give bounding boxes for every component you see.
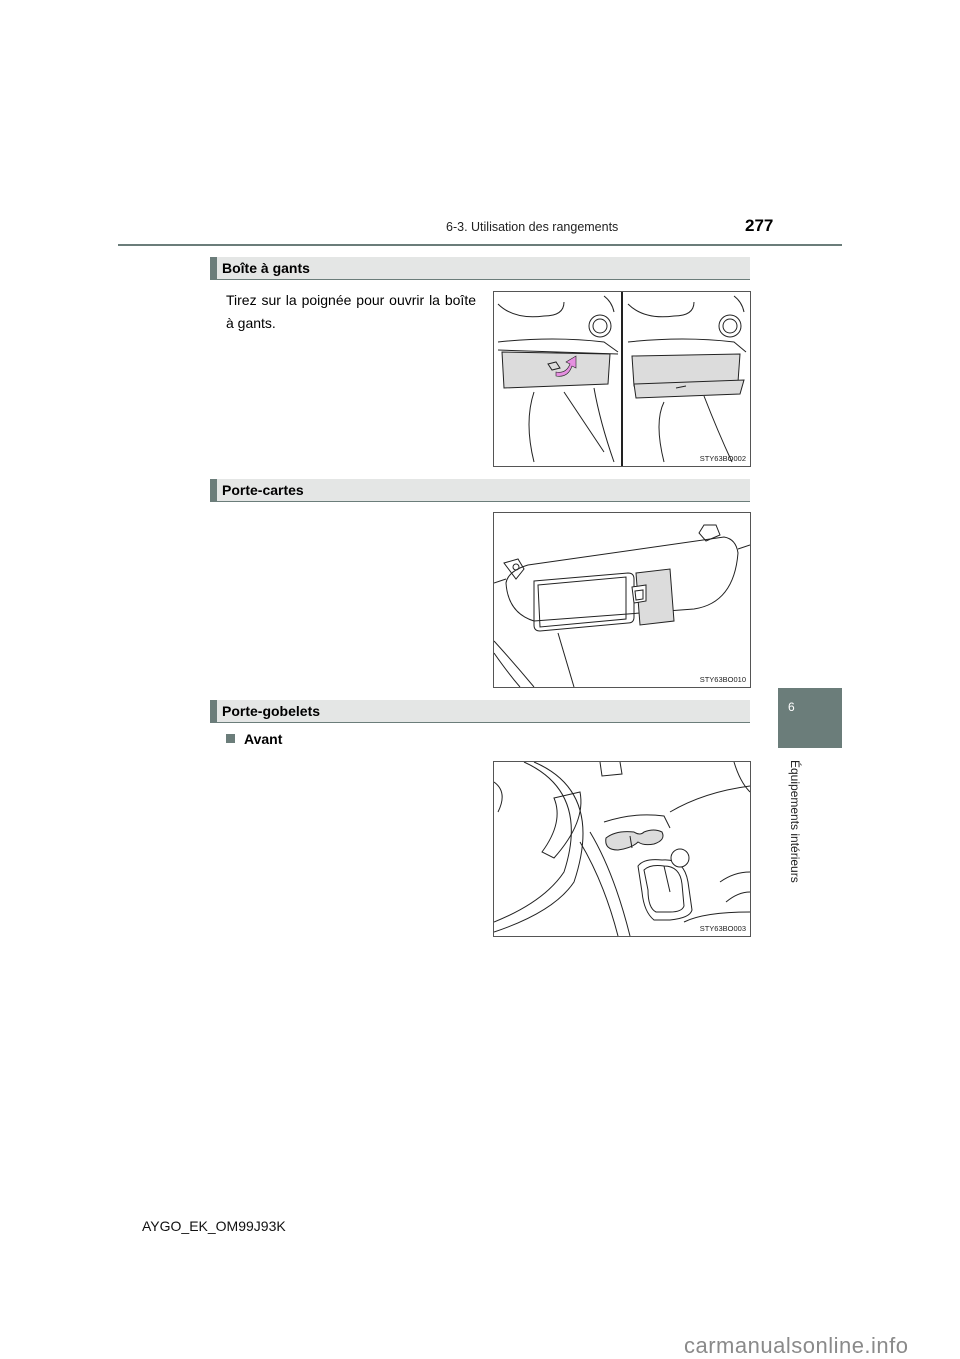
chapter-title: Équipements intérieurs	[788, 760, 802, 883]
section-title: Boîte à gants	[222, 260, 310, 276]
figure-caption: STY63BO010	[699, 675, 746, 684]
watermark: carmanualsonline.info	[684, 1333, 909, 1358]
cup-holder-figure	[493, 761, 751, 937]
subheading-label: Avant	[244, 731, 283, 747]
section-accent-bar	[210, 700, 217, 723]
section-accent-bar	[210, 479, 217, 502]
chapter-title-vertical	[786, 760, 806, 890]
document-code: AYGO_EK_OM99J93K	[142, 1218, 286, 1234]
section-title: Porte-cartes	[222, 482, 304, 498]
chapter-number: 6	[788, 700, 795, 714]
section-title: Porte-gobelets	[222, 703, 321, 719]
glove-box-figure	[493, 291, 751, 467]
figure-caption: STY63BO003	[699, 924, 746, 933]
square-bullet-icon	[226, 734, 235, 743]
section-accent-bar	[210, 257, 217, 280]
card-holder-figure	[493, 512, 751, 688]
section-heading-glove-box	[210, 257, 750, 280]
page-number: 277	[745, 216, 774, 235]
chapter-tab	[778, 688, 842, 748]
section-heading-cup-holders	[210, 700, 750, 723]
header-section-title: 6-3. Utilisation des rangements	[446, 220, 619, 234]
subheading-front	[226, 731, 282, 747]
section-heading-card-holder	[210, 479, 750, 502]
sun-visor-illustration-icon	[494, 513, 750, 687]
glove-box-illustration-icon	[494, 292, 750, 466]
cup-holder-illustration-icon	[494, 762, 750, 936]
figure-caption: STY63BO002	[699, 454, 746, 463]
glove-box-instructions: Tirez sur la poignée pour ouvrir la boîte à gants.	[226, 292, 476, 331]
header-divider	[118, 244, 842, 246]
